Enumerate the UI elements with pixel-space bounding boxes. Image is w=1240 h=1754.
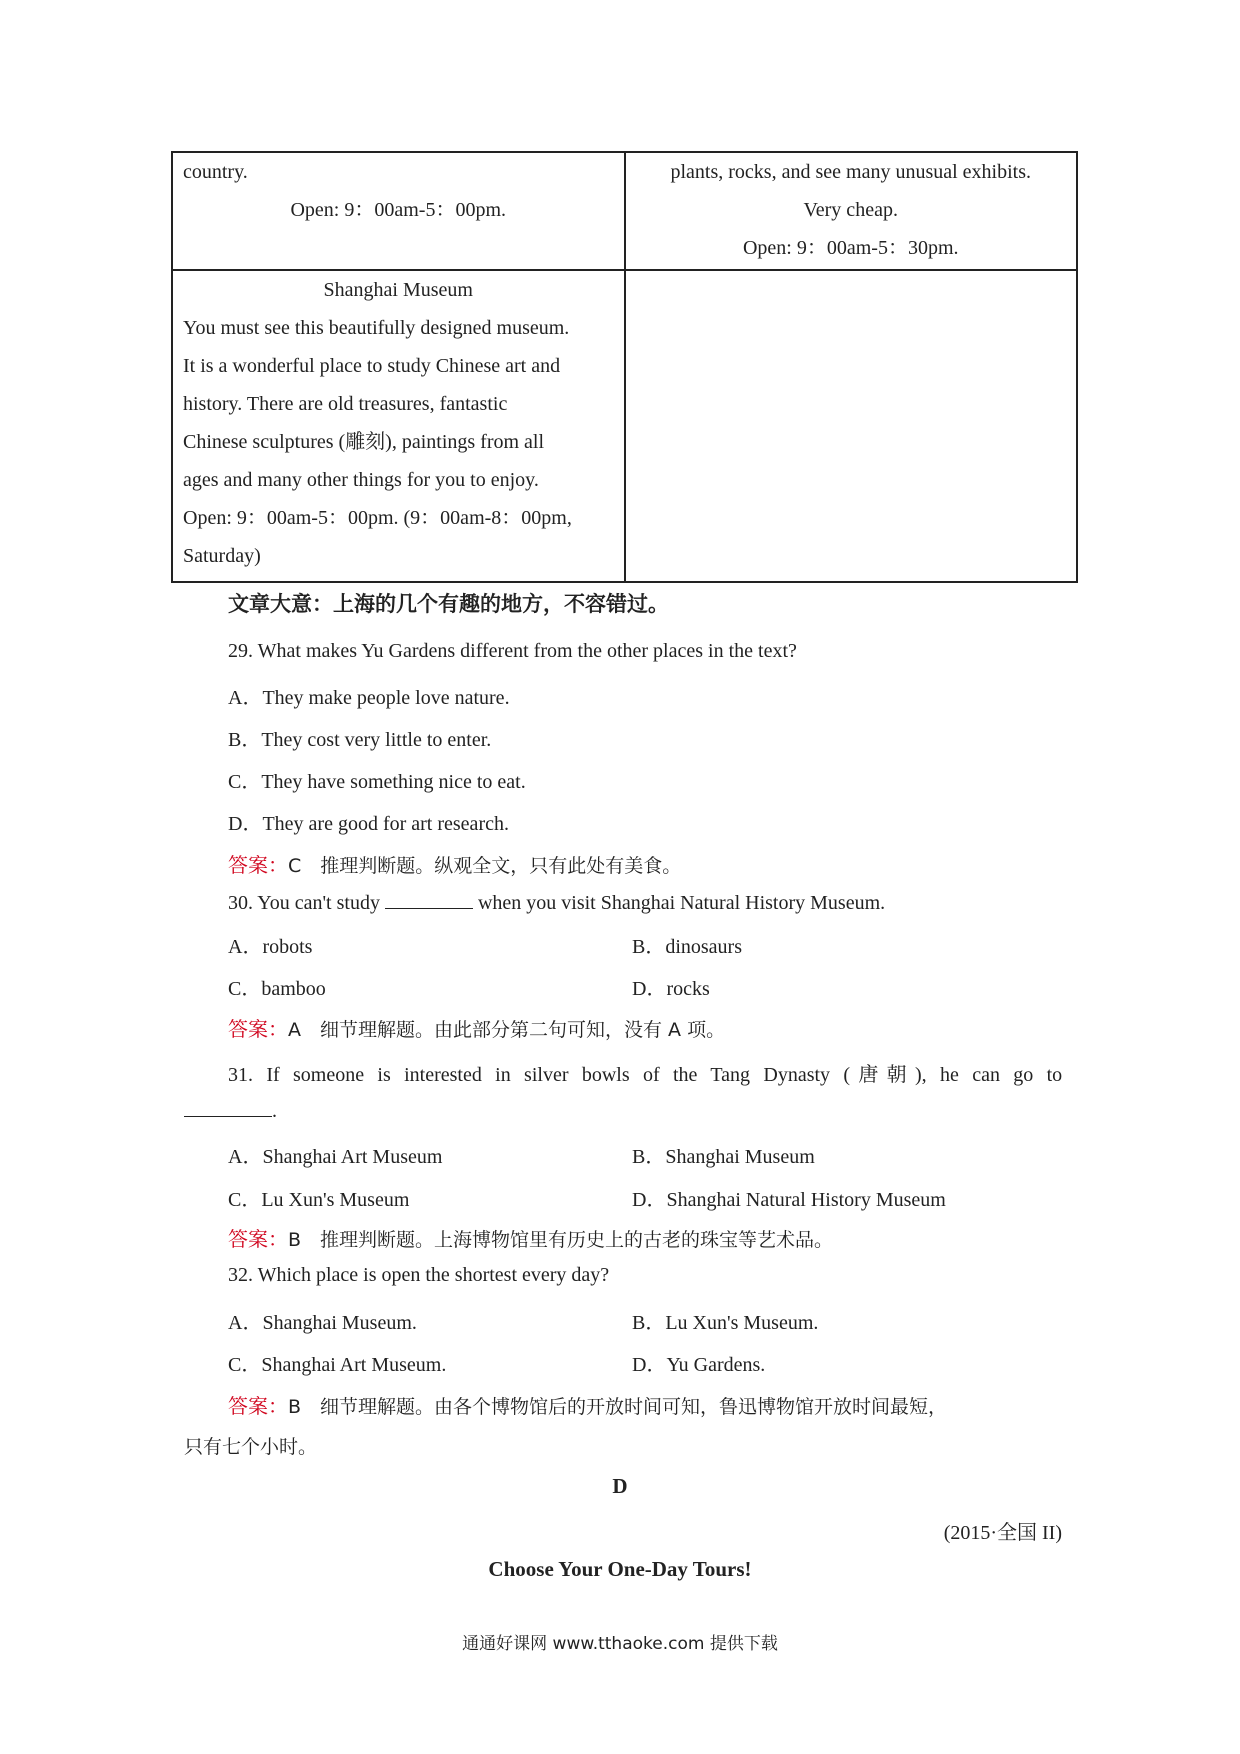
q31-word: interested <box>404 1064 482 1086</box>
table-cell-natural-history <box>625 152 1078 270</box>
question-29: 29. What makes Yu Gardens different from the other places in the text? <box>228 640 797 662</box>
page-footer: 通通好课网 www.tthaoke.com 提供下载 <box>462 1634 778 1654</box>
question-text: when you visit Shanghai Natural History Museum. <box>477 892 886 914</box>
q32-answer <box>228 1390 947 1419</box>
cell-open-hours: Open: 9：00am-5：00pm. <box>290 199 507 221</box>
question-30 <box>228 890 885 915</box>
q30-option-a: A．robots <box>228 936 313 958</box>
q31-word: can <box>972 1064 1000 1086</box>
q31-option-a: A．Shanghai Art Museum <box>228 1146 443 1168</box>
answer-explanation: C 推理判断题。纵观全文，只有此处有美食。 <box>288 855 682 877</box>
q31-word: silver <box>524 1064 569 1086</box>
source-citation: (2015·全国 II) <box>943 1522 1062 1544</box>
passage-title: Choose Your One-Day Tours! <box>488 1557 752 1581</box>
q31-word: is <box>377 1064 391 1086</box>
cell-line: Chinese sculptures (雕刻), paintings from all <box>183 431 545 453</box>
q29-option-a: A．They make people love nature. <box>228 687 510 709</box>
q31-word: 31. <box>228 1064 253 1086</box>
q31-word: If <box>266 1064 280 1086</box>
q32-option-d: D．Yu Gardens. <box>632 1354 766 1376</box>
answer-label: 答案： <box>228 1227 288 1251</box>
q31-option-c: C．Lu Xun's Museum <box>228 1189 410 1211</box>
cell-title: Shanghai Museum <box>323 279 473 301</box>
q31-word: Dynasty <box>763 1064 831 1086</box>
q30-option-c: C．bamboo <box>228 978 326 1000</box>
q32-option-c: C．Shanghai Art Museum. <box>228 1354 447 1376</box>
q32-option-a: A．Shanghai Museum. <box>228 1312 417 1334</box>
table-cell-shanghai-museum <box>172 270 625 582</box>
cell-text: Very cheap. <box>803 199 898 221</box>
section-letter: D <box>612 1474 628 1498</box>
q32-option-b: B．Lu Xun's Museum. <box>632 1312 819 1334</box>
question-32: 32. Which place is open the shortest every day? <box>228 1264 610 1286</box>
table-row <box>172 270 1077 582</box>
q31-answer <box>228 1223 833 1252</box>
q30-answer <box>228 1013 725 1042</box>
question-text: . <box>272 1100 277 1122</box>
cell-text: plants, rocks, and see many unusual exhibits. <box>670 161 1031 183</box>
cell-line: ages and many other things for you to enjoy. <box>183 469 539 491</box>
q31-word: (唐朝), <box>843 1064 927 1086</box>
q31-word: the <box>672 1064 698 1086</box>
q30-option-b: B．dinosaurs <box>632 936 742 958</box>
q31-word: someone <box>292 1064 365 1086</box>
table-cell-empty <box>625 270 1078 582</box>
passage-summary: 文章大意：上海的几个有趣的地方，不容错过。 <box>228 592 669 616</box>
q30-option-d: D．rocks <box>632 978 710 1000</box>
q31-blank-line <box>184 1098 277 1123</box>
answer-label: 答案： <box>228 853 288 877</box>
cell-line: Saturday) <box>183 545 261 567</box>
q31-word: bowls <box>581 1064 630 1086</box>
answer-label: 答案： <box>228 1017 288 1041</box>
q29-option-c: C．They have something nice to eat. <box>228 771 526 793</box>
q29-option-d: D．They are good for art research. <box>228 813 509 835</box>
q31-option-b: B．Shanghai Museum <box>632 1146 815 1168</box>
table-row <box>172 152 1077 270</box>
q29-answer <box>228 849 681 878</box>
table-cell-lu-xun <box>172 152 625 270</box>
cell-text: country. <box>183 161 248 183</box>
q31-word: in <box>495 1064 511 1086</box>
answer-label: 答案： <box>228 1394 288 1418</box>
answer-explanation: A 细节理解题。由此部分第二句可知，没有 A 项。 <box>288 1019 726 1041</box>
question-text: 30. You can't study <box>228 892 380 914</box>
q29-option-b: B．They cost very little to enter. <box>228 729 492 751</box>
q31-word: of <box>642 1064 660 1086</box>
cell-open-hours: Open: 9：00am-5：30pm. <box>742 237 959 259</box>
cell-line: history. There are old treasures, fantastic <box>183 393 508 415</box>
q32-answer-continued: 只有七个小时。 <box>184 1436 318 1458</box>
answer-blank <box>184 1098 272 1117</box>
cell-line: Open: 9：00am-5：00pm. (9：00am-8：00pm, <box>183 507 572 529</box>
q31-word: go <box>1013 1064 1034 1086</box>
answer-explanation: B 细节理解题。由各个博物馆后的开放时间可知，鲁迅博物馆开放时间最短， <box>288 1396 948 1418</box>
q31-option-d: D．Shanghai Natural History Museum <box>632 1189 946 1211</box>
q31-word: Tang <box>710 1064 751 1086</box>
cell-line: You must see this beautifully designed museum. <box>183 317 570 339</box>
question-31 <box>228 1058 1062 1087</box>
museum-table <box>171 151 1078 583</box>
cell-line: It is a wonderful place to study Chinese art and <box>183 355 561 377</box>
q31-word: to <box>1046 1064 1063 1086</box>
answer-blank <box>385 890 473 909</box>
answer-explanation: B 推理判断题。上海博物馆里有历史上的古老的珠宝等艺术品。 <box>288 1229 834 1251</box>
q31-word: he <box>939 1064 959 1086</box>
